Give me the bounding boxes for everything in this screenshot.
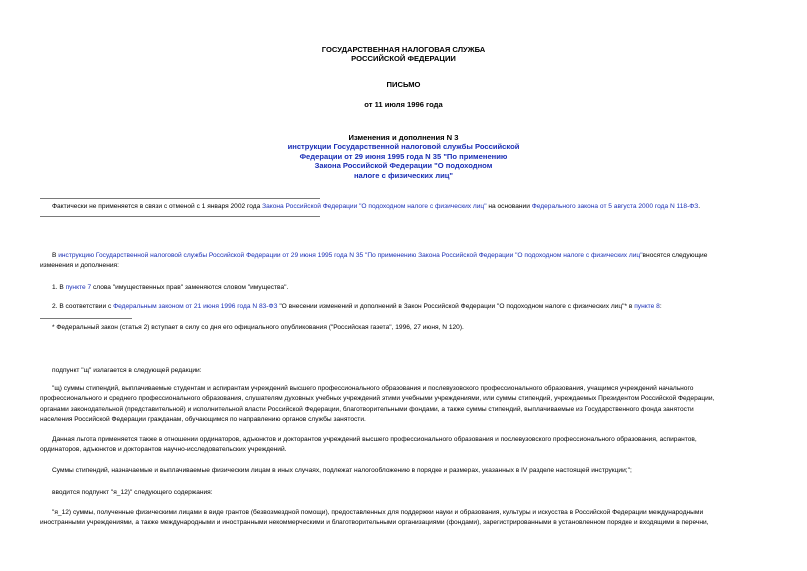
footnote-rule <box>40 318 132 319</box>
subpoint-ya12-intro: вводится подпункт "я_12)" следующего содержания: <box>52 489 213 496</box>
item1-part1: 1. В <box>52 284 66 291</box>
shch-line4: населения Российской Федерации гражданам, обучающимся по направлению органов службы занятости. <box>40 415 366 423</box>
notice-part3: . <box>698 203 701 210</box>
ya12-line1: "я_12) суммы, полученные физическими лицами в виде грантов (безвозмездной помощи), предоставленных для поддержки науки и образования, культуры и искусства в Российской Федерации международными <box>52 509 704 516</box>
intro-line2: изменения и дополнения: <box>40 262 119 270</box>
org-name-line2: РОССИЙСКОЙ ФЕДЕРАЦИИ <box>351 54 456 64</box>
title-line2: инструкции Государственной налоговой службы Российской <box>287 142 520 152</box>
lgota-line1: Данная льгота применяется также в отношении ординаторов, адъюнктов и докторантов учреждений высшего профессионального образования и послевузовского профессионального образования, аспирантов, <box>52 436 697 443</box>
notice-top-rule <box>40 198 320 199</box>
intro-paragraph <box>40 251 780 272</box>
title-line5: налоге с физических лиц" <box>353 170 454 180</box>
instruction-link[interactable]: инструкцию Государственной налоговой службы Российской Федерации от 29 июня 1995 года N 35 "По применению Закона Российской Федерации "О подоходном налоге с физических лиц" <box>58 252 643 259</box>
org-name-line1: ГОСУДАРСТВЕННАЯ НАЛОГОВАЯ СЛУЖБА <box>321 45 486 54</box>
paragraph-lgota <box>40 435 780 456</box>
item-2 <box>52 302 662 312</box>
paragraph-ya12 <box>40 508 780 529</box>
doc-type: ПИСЬМО <box>386 80 421 89</box>
document-header <box>0 45 807 64</box>
paragraph-summy: Суммы стипендий, назначаемые и выплачиваемые физическим лицам в иных случаях, подлежат налогообложению в порядке и размерах, указанных в IV разделе настоящей инструкции;"; <box>52 467 632 474</box>
notice-part2: на основании <box>486 203 532 210</box>
notice-text <box>52 202 700 212</box>
item2-part2: "О внесении изменений и дополнений в Закон Российской Федерации "О подоходном налоге с физических лиц"* в <box>277 303 635 310</box>
item1-part2: слова "имущественных прав" заменяются словом "имущества". <box>91 284 289 291</box>
notice-bottom-rule <box>40 216 320 217</box>
notice-link-fz118[interactable]: Федерального закона от 5 августа 2000 года N 118-ФЗ <box>531 203 699 210</box>
shch-line1: "щ) суммы стипендий, выплачиваемые студентам и аспирантам учреждений высшего профессионального образования и послевузовского профессионального образования, учащимся учреждений начального <box>52 385 694 392</box>
shch-line3: органами законодательной (представительной) и исполнительной власти Российской Федерации, благотворительными фондами, а также суммы стипендий, выплачиваемые из Государственного фонда занятости <box>40 405 694 413</box>
ya12-line2: иностранными учреждениями, а также международными и иностранными некоммерческими и благотворительными организациями (фондами), зарегистрированными в установленном порядке и входящими в перечни, <box>40 519 709 527</box>
paragraph-shch <box>40 384 780 425</box>
item2-part1: 2. В соответствии с <box>52 303 114 310</box>
title-line3: Федерации от 29 июня 1995 года N 35 "По применению <box>299 151 508 161</box>
item-1 <box>52 283 288 293</box>
title-line1: Изменения и дополнения N 3 <box>348 133 459 142</box>
title-line4: Закона Российской Федерации "О подоходном <box>314 161 493 171</box>
notice-part1: Фактически не применяется в связи с отменой с 1 января 2002 года <box>52 203 263 210</box>
doc-date: от 11 июля 1996 года <box>364 100 443 109</box>
notice-link-law[interactable]: Закона Российской Федерации "О подоходном налоге с физических лиц" <box>262 203 487 210</box>
doc-title <box>0 133 807 180</box>
item1-link-p7[interactable]: пункте 7 <box>65 284 92 291</box>
intro-part1: В <box>52 252 59 259</box>
lgota-line2: ординаторов, адъюнктов и докторантов научно-исследовательских учреждений. <box>40 446 287 454</box>
intro-line1 <box>40 251 780 261</box>
item2-link-fz83[interactable]: Федеральным законом от 21 июня 1996 года N 83-ФЗ <box>113 303 278 310</box>
footnote: * Федеральный закон (статья 2) вступает в силу со дня его официального опубликования ("Российская газета", 1996, 27 июня, N 120). <box>52 324 464 331</box>
item2-part3: : <box>659 303 662 310</box>
intro-part2: вносятся следующие <box>642 252 708 259</box>
title-link[interactable] <box>0 142 807 180</box>
shch-line2: профессионального и среднего профессионального образования, слушателям духовных учебных учреждений этими учебными учреждениями, или суммы стипендий, учреждаемых Президентом Российской Федерации, <box>40 395 715 403</box>
subpoint-shch-intro: подпункт "щ" излагается в следующей редакции: <box>52 367 202 374</box>
item2-link-p8[interactable]: пункте 8 <box>634 303 660 310</box>
